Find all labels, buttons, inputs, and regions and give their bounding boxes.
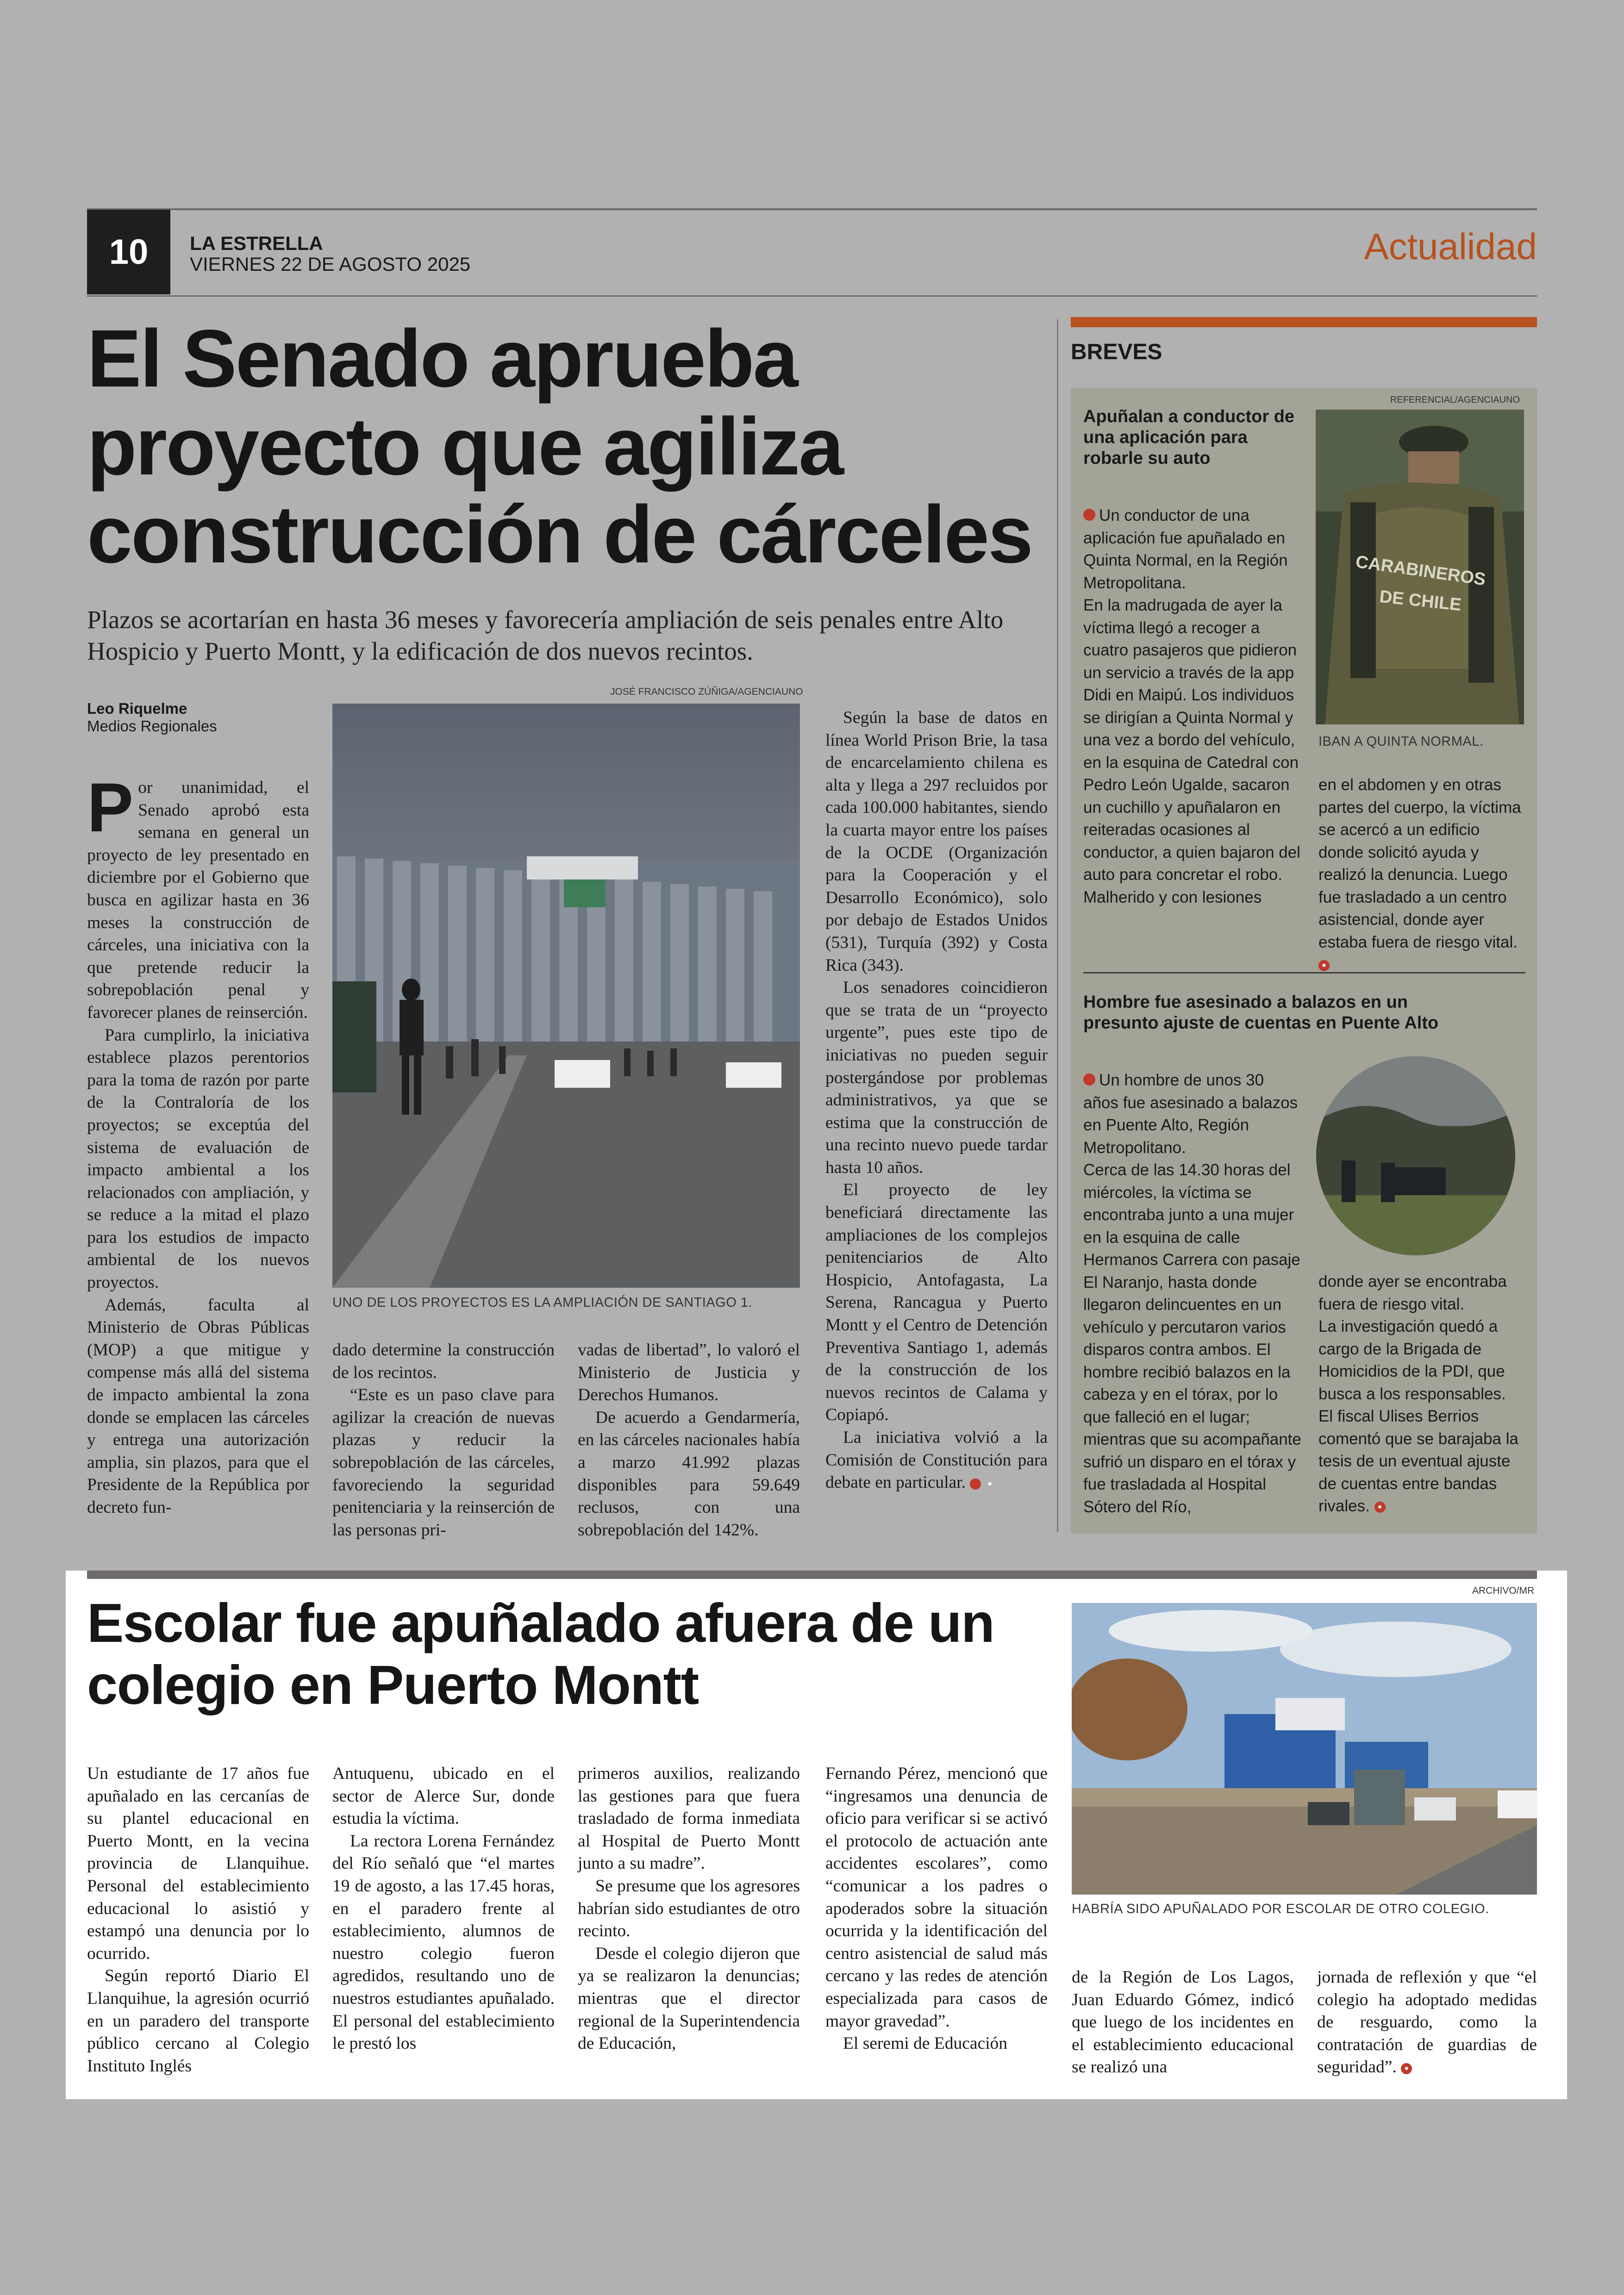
breves-title: BREVES: [1071, 340, 1162, 364]
paragraph: Según reportó Diario El Llanquihue, la agresión ocurrió en un paradero del transporte público cercano al Colegio Instituto Inglés: [87, 1966, 309, 2076]
paragraph: El seremi de Educación: [843, 2034, 1008, 2053]
paragraph: Un estudiante de 17 años fue apuñalado en las cercanías de su plantel educacional en Puerto Montt, en la vecina provincia de Llanquihue. Personal del establecimiento educacional lo asistió y estampó una denuncia por lo ocurrido.: [87, 1764, 309, 1963]
paragraph: Un conductor de una aplicación fue apuñalado en Quinta Normal, en la Región Metropolitana.: [1083, 506, 1288, 592]
author-name: Leo Riquelme: [87, 700, 187, 717]
carabinero-photo: [1316, 410, 1524, 724]
main-photo-credit: JOSÉ FRANCISCO ZÚÑIGA/AGENCIAUNO: [610, 686, 803, 697]
paragraph: primeros auxilios, realizando las gestiones para que fuera trasladado de forma inmediata al Hospital de Puerto Montt junto a su madre”.: [578, 1764, 800, 1873]
main-article-column-4: [825, 707, 1048, 1494]
paragraph: vadas de libertad”, lo valoró el Ministerio de Justicia y Derechos Humanos.: [578, 1341, 800, 1405]
paragraph: Fernando Pérez, mencionó que “ingresamos una denuncia de oficio para verificar si se activó el protocolo de actuación ante accidentes escolares”, como “comunicar a los padres o apoderados sobre la situación ocurrida y la identificación del centro asistencial de salud más cercano y las redes de atención especializada para casos de mayor gravedad”.: [825, 1764, 1048, 2031]
paragraph: Desde el colegio dijeron que ya se realizaron la denuncias; mientras que el director regional de la Superintendencia de Educación,: [578, 1944, 800, 2053]
page-number: 10: [87, 210, 170, 294]
end-of-article-icon: ●: [1318, 960, 1330, 971]
bottom-article-column-3: [578, 1763, 800, 2055]
brief-1-photo-credit: REFERENCIAL/AGENCIAUNO: [1390, 395, 1520, 405]
paragraph: Se presume que los agresores habrían sido estudiantes de otro recinto.: [578, 1876, 800, 1941]
header-bottom-rule: [87, 295, 1537, 297]
brief-divider: [1083, 972, 1525, 973]
paragraph: Antuquenu, ubicado en el sector de Alerce Sur, donde estudia la víctima.: [332, 1764, 555, 1828]
paragraph: Los senadores coincidieron que se trata de un “proyecto urgente”, pues este tipo de iniciativas no pueden seguir postergándose por problemas administrativos, ya que se estima que la construcción de una recinto nuevo puede tardar hasta 10 años.: [825, 978, 1048, 1177]
end-of-article-icon: ●: [1401, 2063, 1412, 2074]
issue-date: VIERNES 22 DE AGOSTO 2025: [190, 253, 471, 275]
bottom-article-column-6: [1317, 1966, 1537, 2079]
author-org: Medios Regionales: [87, 717, 217, 735]
breves-accent-bar: [1071, 317, 1537, 327]
paragraph: Malherido y con lesiones: [1083, 888, 1262, 906]
paragraph: Para cumplirlo, la iniciativa establece plazos perentorios para la toma de razón por parte de la Contraloría de los proyectos; se exceptúa del sistema de evaluación de impacto ambiental a los relacionados con ampliación, y se reduce a la mitad el plazo para los estudios de impacto ambiental de los nuevos proyectos.: [87, 1025, 309, 1292]
bottom-article-column-5: [1072, 1966, 1294, 2079]
bullet-dot-icon: [1083, 1073, 1095, 1085]
brief-1-photo: [1316, 410, 1524, 724]
end-of-article-icon: ●: [1374, 1502, 1386, 1513]
paragraph: La iniciativa volvió a la Comisión de Constitución para debate en particular.: [825, 1428, 1048, 1492]
bullet-dot-icon: [1083, 509, 1095, 521]
paragraph: Cerca de las 14.30 horas del miércoles, la víctima se encontraba junto a una mujer en la esquina de calle Hermanos Carrera con pasaje El Naranjo, hasta donde llegaron delincuentes en un vehículo y percutaron varios disparos contra ambos. El hombre recibió balazos en la cabeza y en el tórax, por lo que falleció en el lugar; mientras que su acompañante sufrió un disparo en el tórax y fue trasladada al Hospital Sótero del Río,: [1083, 1161, 1301, 1516]
paragraph: El fiscal Ulises Berrios comentó que se barajaba la tesis de un eventual ajuste de cuentas entre bandas rivales.: [1318, 1407, 1518, 1515]
newspaper-name: LA ESTRELLA: [190, 232, 323, 254]
vest-text-1: CARABINEROS: [1354, 552, 1487, 590]
brief-1-column-1: [1083, 505, 1303, 909]
paragraph: dado determine la construcción de los recintos.: [332, 1341, 555, 1382]
main-article-column-2: [332, 1339, 555, 1541]
brief-2-photo: [1316, 1056, 1515, 1255]
bottom-headline: Escolar fue apuñalado afuera de un colegio en Puerto Montt: [87, 1592, 994, 1716]
section-name: Actualidad: [1364, 226, 1537, 267]
paragraph: donde ayer se encontraba fuera de riesgo vital.: [1318, 1272, 1507, 1313]
brief-1-photo-caption: IBAN A QUINTA NORMAL.: [1318, 734, 1484, 749]
brief-2-column-2: [1318, 1271, 1524, 1518]
brief-2-headline: Hombre fue asesinado a balazos en un presunto ajuste de cuentas en Puente Alto: [1083, 992, 1439, 1033]
paragraph: El proyecto de ley beneficiará directamente las ampliaciones de los complejos penitenciarios de Alto Hospicio, Antofagasta, La Serena, Rancagua y Puerto Montt y el Centro de Detención Preventiva Santiago 1, además de la construcción de los nuevos recintos de Calama y Copiapó.: [825, 1180, 1048, 1425]
brief-1-headline: Apuñalan a conductor de una aplicación para robarle su auto: [1083, 407, 1295, 468]
main-photo-caption: UNO DE LOS PROYECTOS ES LA AMPLIACIÓN DE SANTIAGO 1.: [332, 1295, 752, 1310]
main-article-column-3: [578, 1339, 800, 1541]
vest-text-2: DE CHILE: [1378, 586, 1462, 615]
paragraph: En la madrugada de ayer la víctima llegó a recoger a cuatro pasajeros que pidieron un servicio a través de la app Didi en Maipú. Los individuos se dirigían a Quinta Normal y una vez a bordo del vehículo, en la esquina de Catedral con Pedro León Ugalde, sacaron un cuchillo y apuñalaron en reiteradas ocasiones al conductor, a quien bajaron del auto para concretar el robo.: [1083, 596, 1300, 884]
school-photo: [1072, 1603, 1537, 1895]
bottom-photo: [1072, 1603, 1537, 1895]
main-subhead: Plazos se acortarían en hasta 36 meses y favorecería ampliación de seis penales entre Alto Hospicio y Puerto Montt, y la edificación de dos nuevos recintos.: [87, 605, 1004, 665]
header-top-rule: [87, 208, 1537, 210]
main-photo: [332, 704, 800, 1288]
main-headline: El Senado aprueba proyecto que agiliza construcción de cárceles: [87, 313, 1032, 580]
prison-wall-photo: [332, 704, 800, 1288]
bottom-article-column-1: [87, 1763, 309, 2077]
paragraph: “Este es un paso clave para agilizar la creación de nuevas plazas y reducir la sobrepoblación de las cárceles, favoreciendo la seguridad penitenciaria y la reinserción de las personas pri-: [332, 1385, 555, 1540]
paragraph: de la Región de Los Lagos, Juan Eduardo Gómez, indicó que luego de los incidentes en el establecimiento educacional se realizó una: [1072, 1968, 1294, 2077]
bottom-article-column-2: [332, 1763, 555, 2055]
crime-scene-photo: [1316, 1056, 1515, 1255]
bottom-photo-credit: ARCHIVO/MR: [1472, 1585, 1535, 1596]
bottom-photo-caption: HABRÍA SIDO APUÑALADO POR ESCOLAR DE OTRO COLEGIO.: [1072, 1902, 1489, 1916]
bottom-article-column-4: [825, 1763, 1048, 2055]
column-divider: [1057, 319, 1058, 1532]
main-article-column-1: [87, 768, 309, 1519]
paragraph: La rectora Lorena Fernández del Río señaló que “el martes 19 de agosto, a las 17.45 horas, en el paradero frente al establecimiento, alumnos de nuestro colegio fueron agredidos, resultando uno de nuestros estudiantes apuñalado. El personal del establecimiento le prestó los: [332, 1831, 555, 2053]
brief-1-column-2: [1318, 774, 1524, 976]
end-of-article-icon: ●: [970, 1478, 981, 1490]
brief-2-column-1: [1083, 1069, 1303, 1518]
paragraph: en el abdomen y en otras partes del cuerpo, la víctima se acercó a un edificio donde solicitó ayuda y realizó la denuncia. Luego fue trasladado a un centro asistencial, donde ayer estaba fuera de riesgo vital.: [1318, 776, 1521, 951]
paragraph: Un hombre de unos 30 años fue asesinado a balazos en Puente Alto, Región Metropolitano.: [1083, 1071, 1298, 1157]
paragraph: or unanimidad, el Senado aprobó esta semana en general un proyecto de ley presentado en diciembre por el Gobierno que busca en agilizar hasta en 36 meses la construcción de cárceles, una iniciativa con la que pretende reducir la sobrepoblación penal y favorecer planes de reinserción.: [87, 778, 309, 1022]
paragraph: De acuerdo a Gendarmería, en las cárceles nacionales había a marzo 41.992 plazas disponibles para 59.649 reclusos, con una sobrepoblación del 142%.: [578, 1408, 800, 1540]
drop-cap: P: [87, 768, 134, 846]
bottom-article-top-bar: [87, 1571, 1537, 1579]
paragraph: jornada de reflexión y que “el colegio ha adoptado medidas de resguardo, como la contratación de guardias de seguridad”.: [1317, 1968, 1537, 2077]
paragraph: Según la base de datos en línea World Prison Brie, la tasa de encarcelamiento chilena es alta y llega a 297 recluidos por cada 100.000 habitantes, siendo la cuarta mayor entre los países de la OCDE (Organización para la Cooperación y el Desarrollo Económico), solo por debajo de Estados Unidos (531), Turquía (392) y Costa Rica (343).: [825, 708, 1048, 975]
paragraph: Además, faculta al Ministerio de Obras Públicas (MOP) a que mitigue y compense más allá del sistema de impacto ambiental la zona donde se emplacen las cárceles y entrega una autorización amplia, sin plazos, para que el Presidente de la República por decreto fun-: [87, 1295, 309, 1517]
paragraph: La investigación quedó a cargo de la Brigada de Homicidios de la PDI, que busca a los responsables.: [1318, 1317, 1506, 1403]
